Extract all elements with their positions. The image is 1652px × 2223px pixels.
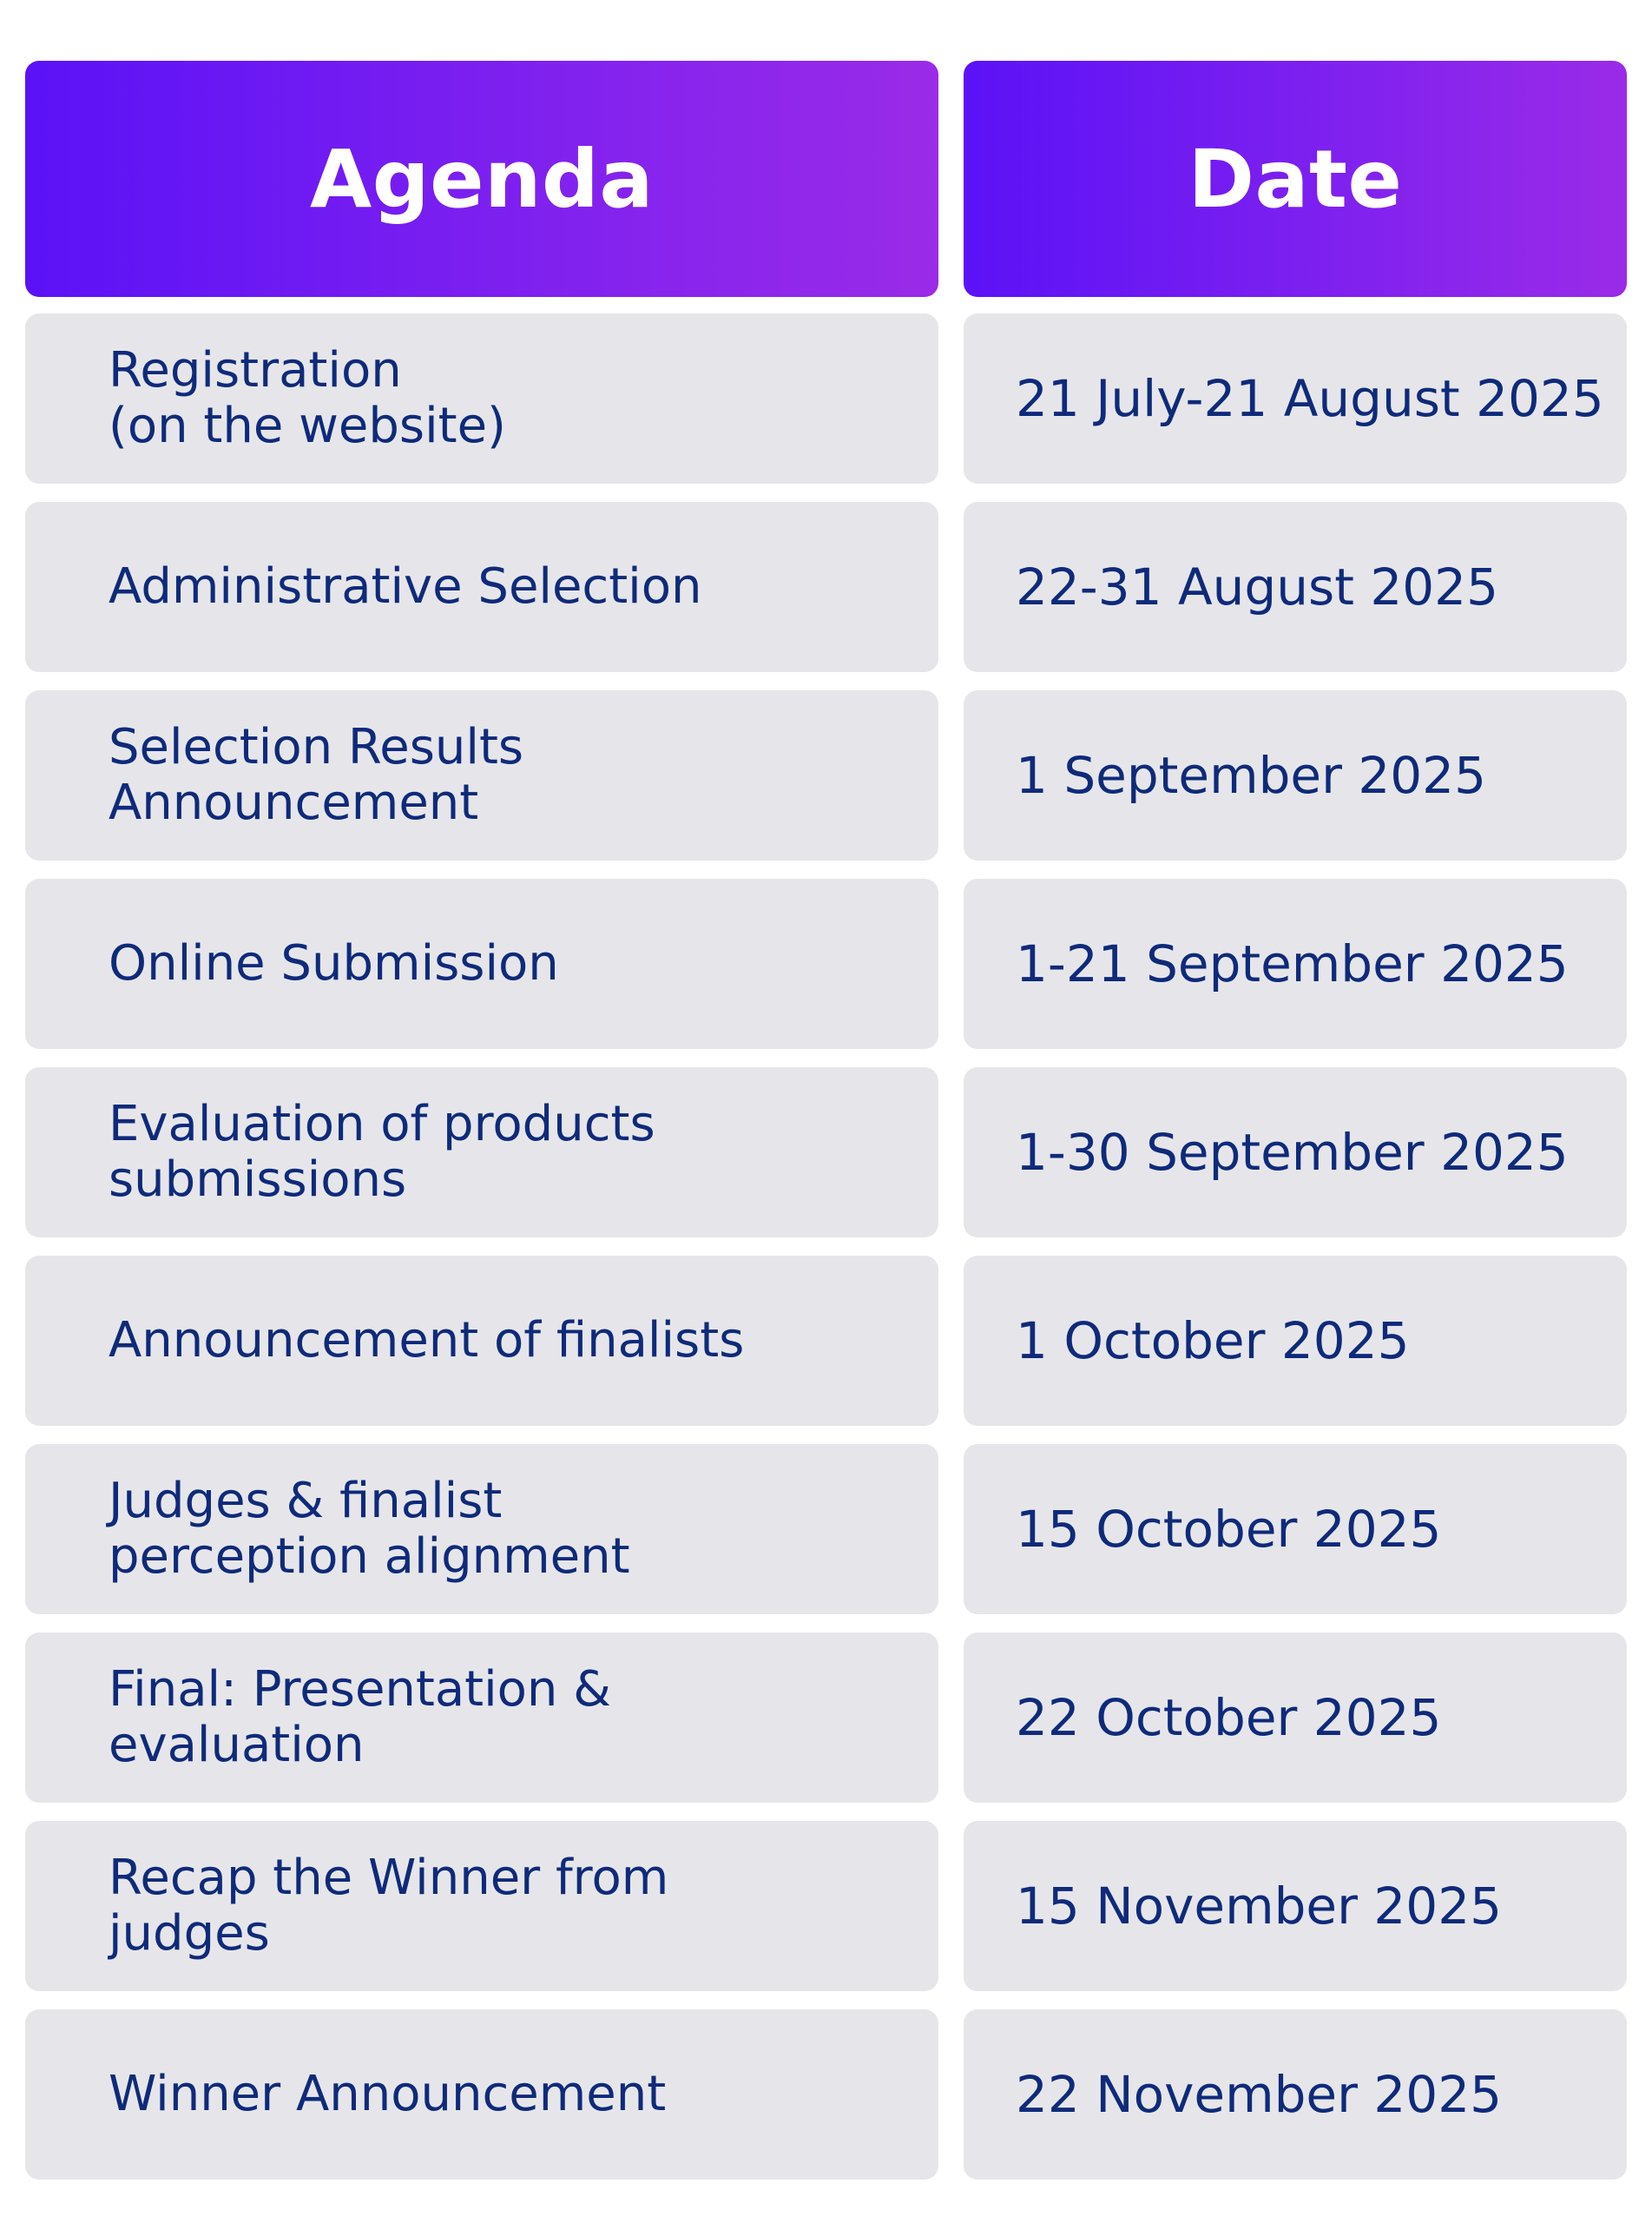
agenda-cell: Online Submission (25, 879, 938, 1049)
date-cell: 1 September 2025 (964, 690, 1627, 861)
date-column-header: Date (964, 61, 1627, 297)
agenda-cell: Selection Results Announcement (25, 690, 938, 861)
date-cell: 1-21 September 2025 (964, 879, 1627, 1049)
date-cell: 1 October 2025 (964, 1256, 1627, 1426)
date-cell: 15 October 2025 (964, 1444, 1627, 1614)
agenda-table (25, 61, 1627, 2190)
date-cell: 15 November 2025 (964, 1821, 1627, 1991)
date-cell: 22 November 2025 (964, 2009, 1627, 2180)
agenda-cell: Final: Presentation & evaluation (25, 1633, 938, 1803)
date-cell: 1-30 September 2025 (964, 1067, 1627, 1237)
date-cell: 22 October 2025 (964, 1633, 1627, 1803)
agenda-cell: Judges & finalist perception alignment (25, 1444, 938, 1614)
agenda-cell: Registration (on the website) (25, 313, 938, 484)
agenda-column-header: Agenda (25, 61, 938, 297)
agenda-cell: Recap the Winner from judges (25, 1821, 938, 1991)
agenda-cell: Administrative Selection (25, 502, 938, 672)
date-cell: 21 July-21 August 2025 (964, 313, 1627, 484)
agenda-cell: Winner Announcement (25, 2009, 938, 2180)
date-cell: 22-31 August 2025 (964, 502, 1627, 672)
agenda-cell: Announcement of finalists (25, 1256, 938, 1426)
agenda-cell: Evaluation of products submissions (25, 1067, 938, 1237)
